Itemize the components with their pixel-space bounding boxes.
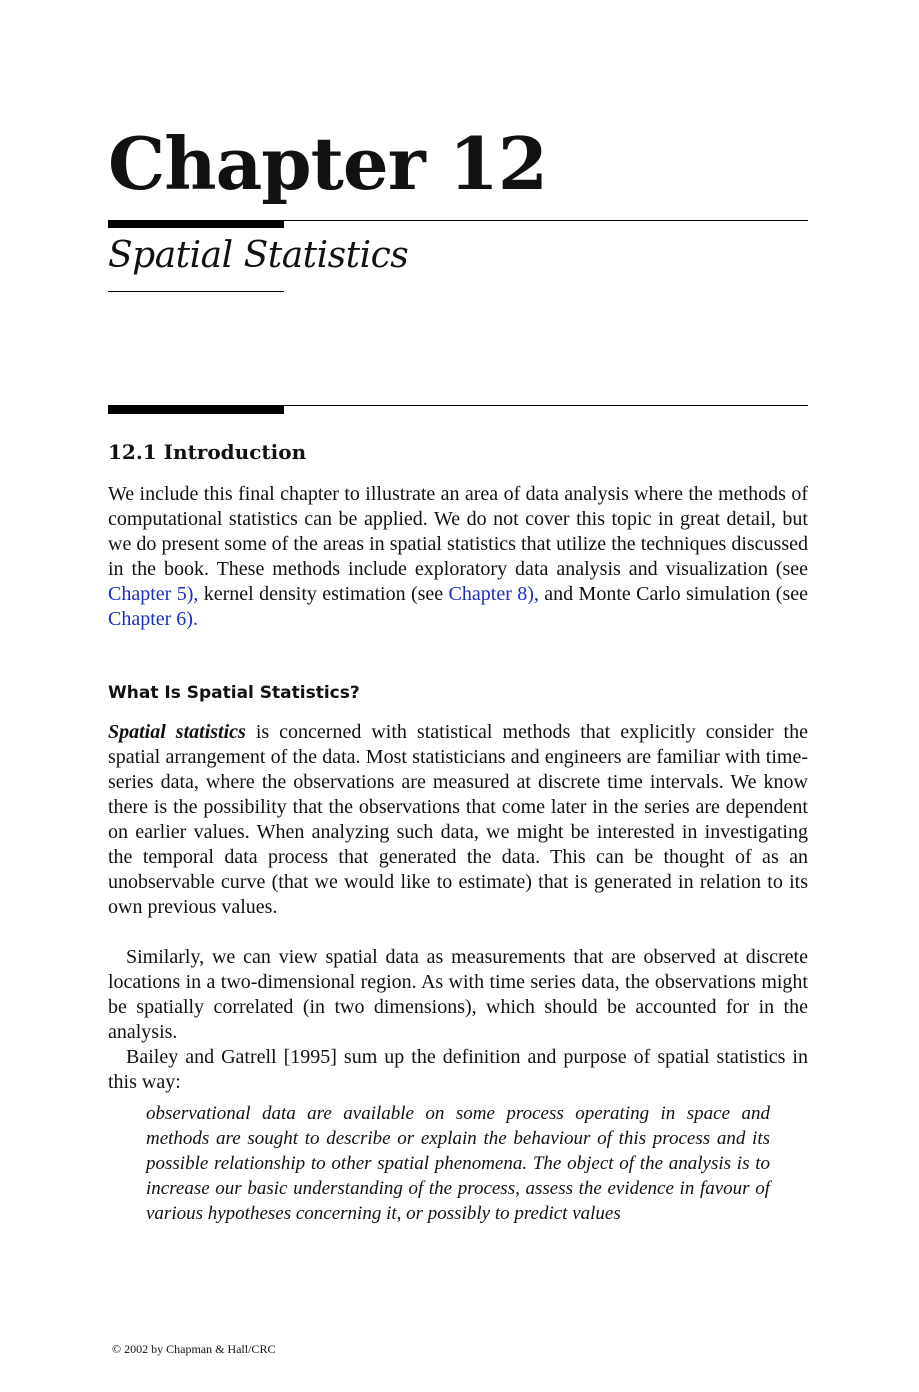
block-quote: observational data are available on some process operating in space and methods are sought to describe or explain the behaviour of this process and its possible relationship to other spatial phenomena. The object of the analysis is to increase our basic understanding of the process, assess the evidence in favour of various hypotheses concerning it, or possibly to predict values: [146, 1103, 770, 1224]
chapter-title-rule-thin: [108, 220, 808, 221]
subsection-heading: What Is Spatial Statistics?: [108, 683, 360, 703]
intro-text-2: kernel density estimation (see: [198, 583, 449, 605]
copyright-footer: © 2002 by Chapman & Hall/CRC: [112, 1342, 276, 1356]
subtitle-underline: [108, 291, 284, 292]
bailey-gatrell-paragraph: Bailey and Gatrell [1995] sum up the definition and purpose of spatial statistics in this way:: [108, 1046, 808, 1093]
intro-paragraph: [108, 482, 808, 632]
spatial-statistics-text: is concerned with statistical methods that explicitly consider the spatial arrangement of the data. Most statisticians and engineers are familiar with time-series data, where the observations are measured at discrete time intervals. We know there is the possibility that the observations that come later in the series are dependent on earlier values. When analyzing such data, we might be interested in investigating the temporal data process that generated the data. This can be thought of as an unobservable curve (that we would like to estimate) that is generated in relation to its own previous values.: [108, 721, 808, 918]
chapter-title-rule-thick: [108, 220, 284, 228]
section-heading: 12.1 Introduction: [108, 440, 307, 464]
spatial-statistics-paragraph: [108, 720, 808, 920]
chapter-title: Chapter 12: [108, 121, 547, 206]
chapter-5-link[interactable]: Chapter 5),: [108, 583, 199, 605]
chapter-subtitle: Spatial Statistics: [108, 235, 409, 276]
chapter-8-link[interactable]: Chapter 8),: [448, 583, 539, 605]
section-rule-thick: [108, 405, 284, 414]
section-rule-thin: [108, 405, 808, 406]
intro-text-3: and Monte Carlo simulation (see: [538, 583, 808, 605]
intro-text-1: We include this final chapter to illustrate an area of data analysis where the methods of computational statistics can be applied. We do not cover this topic in great detail, but we do present some of the areas in spatial statistics that utilize the techniques discussed in the book. These methods include exploratory data analysis and visualization (see: [108, 483, 808, 580]
similarly-paragraph: Similarly, we can view spatial data as measurements that are observed at discrete locations in a two-dimensional region. As with time series data, the observations might be spatially correlated (in two dimensions), which should be accounted for in the analysis.: [108, 946, 808, 1043]
spatial-statistics-term: Spatial statistics: [108, 721, 246, 743]
chapter-6-link[interactable]: Chapter 6).: [108, 608, 198, 630]
